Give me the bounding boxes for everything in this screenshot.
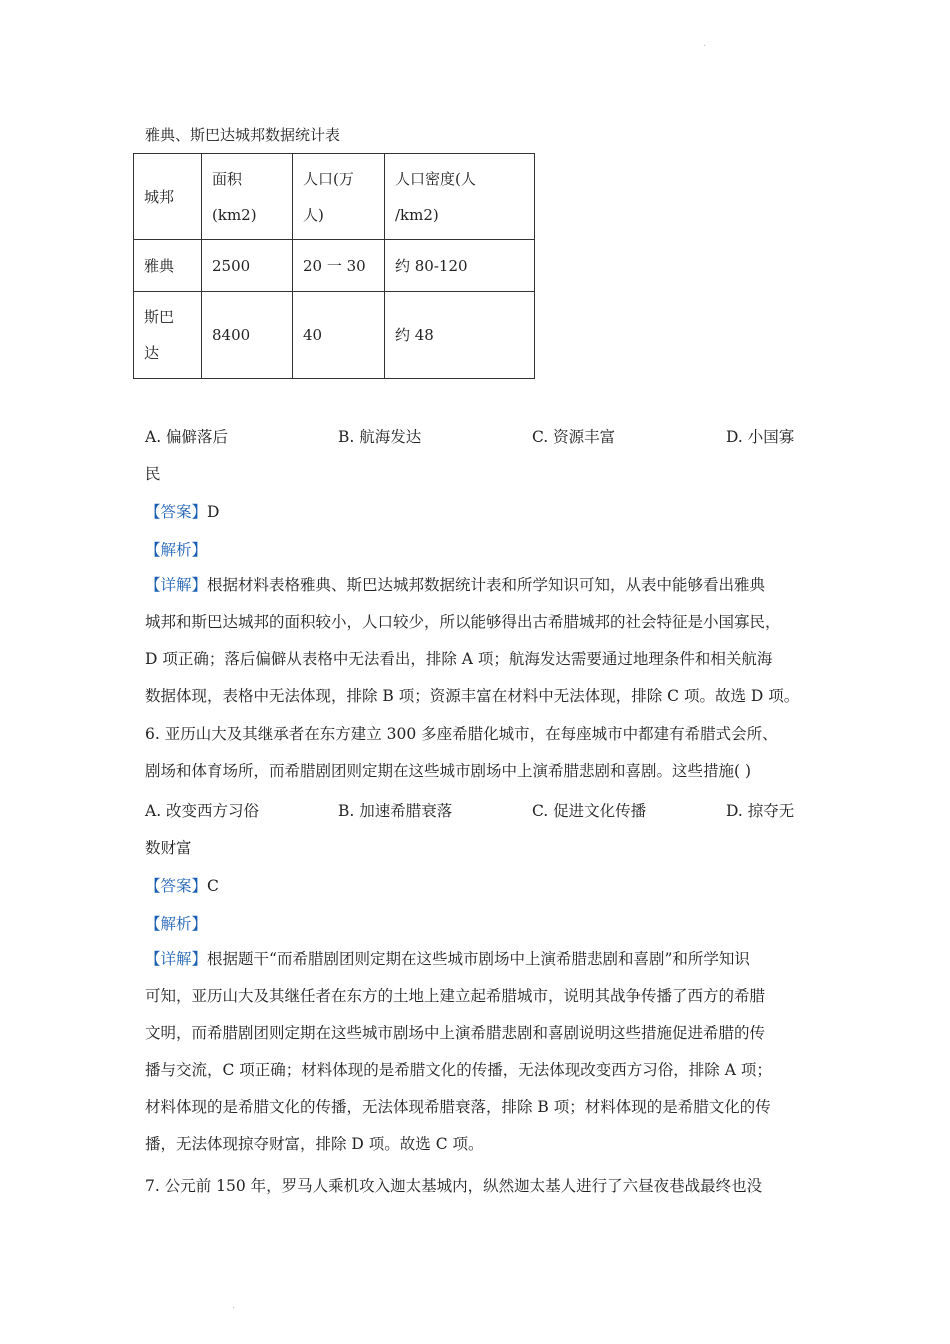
answer-tag: 【答案】 [145, 503, 208, 521]
detail-line: 文明，而希腊剧团则定期在这些城市剧场中上演希腊悲剧和喜剧说明这些措施促进希腊的传 [145, 1024, 766, 1042]
q6-option-wrap: 数财富 [145, 839, 192, 857]
detail-line: 播与交流，C 项正确；材料体现的是希腊文化的传播，无法体现改变西方习俗，排除 A 项； [145, 1061, 772, 1079]
q5-detail [145, 567, 815, 715]
cell-area: 2500 [202, 240, 293, 292]
q5-answer [145, 500, 219, 522]
q6-option-d: D. 掠夺无 [726, 802, 795, 820]
detail-tag: 【详解】 [145, 950, 208, 968]
cell-population: 40 [293, 292, 385, 379]
table-row [134, 240, 535, 292]
q6-answer [145, 874, 219, 896]
q6-option-c: C. 促进文化传播 [532, 802, 647, 820]
q6-stem [145, 716, 815, 790]
answer-tag: 【答案】 [145, 877, 208, 895]
answer-value: C [207, 877, 219, 895]
detail-line: 播，无法体现掠夺财富，排除 D 项。故选 C 项。 [145, 1135, 484, 1153]
detail-line: D 项正确；落后偏僻从表格中无法看出，排除 A 项；航海发达需要通过地理条件和相关航海 [145, 650, 773, 668]
q6-option-b: B. 加速希腊衰落 [338, 802, 453, 820]
detail-line: 城邦和斯巴达城邦的面积较小，人口较少，所以能够得出古希腊城邦的社会特征是小国寡民， [145, 613, 781, 631]
stem-line: 6. 亚历山大及其继承者在东方建立 300 多座希腊化城市，在每座城市中都建有希腊式会所、 [145, 725, 778, 743]
q5-option-c: C. 资源丰富 [532, 428, 616, 446]
table-header-row [134, 154, 535, 240]
q5-option-wrap: 民 [145, 465, 161, 483]
detail-line: 可知，亚历山大及其继任者在东方的土地上建立起希腊城市，说明其战争传播了西方的希腊 [145, 987, 766, 1005]
city-state-table [133, 153, 535, 379]
table-row [134, 292, 535, 379]
page-mark-bottom: . [232, 1300, 236, 1311]
q5-option-a: A. 偏僻落后 [145, 428, 229, 446]
header-city: 城邦 [134, 154, 202, 240]
detail-line: 数据体现，表格中无法体现，排除 B 项；资源丰富在材料中无法体现，排除 C 项。故选 D 项。 [145, 687, 800, 705]
page-mark-top: . [703, 38, 707, 49]
detail-line: 【详解】根据材料表格雅典、斯巴达城邦数据统计表和所学知识可知，从表中能够看出雅典 [145, 576, 766, 594]
q5-analysis-tag: 【解析】 [145, 541, 208, 559]
detail-tag: 【详解】 [145, 576, 208, 594]
q6-detail [145, 941, 815, 1163]
table-caption: 雅典、斯巴达城邦数据统计表 [145, 126, 341, 144]
header-population: 人口(万 人) [293, 154, 385, 240]
cell-density: 约 80-120 [385, 240, 535, 292]
q5-option-d: D. 小国寡 [726, 428, 795, 446]
cell-city: 斯巴 达 [134, 292, 202, 379]
q6-analysis-tag: 【解析】 [145, 915, 208, 933]
cell-density: 约 48 [385, 292, 535, 379]
cell-area: 8400 [202, 292, 293, 379]
cell-city: 雅典 [134, 240, 202, 292]
q7-stem: 7. 公元前 150 年，罗马人乘机攻入迦太基城内，纵然迦太基人进行了六昼夜巷战最终也没 [145, 1177, 763, 1195]
detail-line: 【详解】根据题干“而希腊剧团则定期在这些城市剧场中上演希腊悲剧和喜剧”和所学知识 [145, 950, 750, 968]
header-density: 人口密度(人 /km2) [385, 154, 535, 240]
detail-line: 材料体现的是希腊文化的传播，无法体现希腊衰落，排除 B 项；材料体现的是希腊文化的传 [145, 1098, 771, 1116]
answer-value: D [207, 503, 220, 521]
stem-line: 剧场和体育场所，而希腊剧团则定期在这些城市剧场中上演希腊悲剧和喜剧。这些措施( ) [145, 762, 752, 780]
q6-option-a: A. 改变西方习俗 [145, 802, 260, 820]
header-area: 面积 (km2) [202, 154, 293, 240]
q5-option-b: B. 航海发达 [338, 428, 422, 446]
cell-population: 20 一 30 [293, 240, 385, 292]
